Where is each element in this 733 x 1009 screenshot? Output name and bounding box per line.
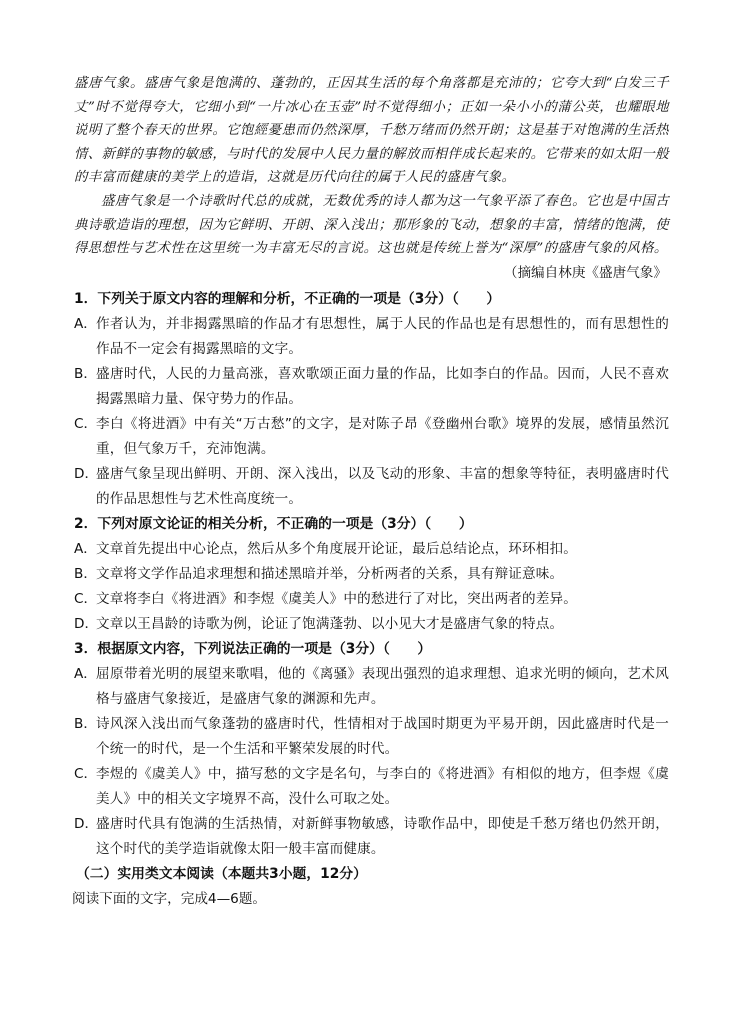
- option-d: [74, 462, 669, 512]
- option-text: 诗风深入浅出而气象蓬勃的盛唐时代，性情相对于战国时期更为平易开朗，因此盛唐时代是一个统一的时代，是一个生活和平繁荣发展的时代。: [96, 715, 669, 757]
- question-title: 3．根据原文内容，下列说法正确的一项是（3分）（ ）: [74, 640, 432, 657]
- option-text: 文章将文学作品追求理想和描述黑暗并举，分析两者的关系，具有辩证意味。: [96, 565, 564, 582]
- option-text: 文章首先提出中心论点，然后从多个角度展开论证，最后总结论点，环环相扣。: [96, 540, 578, 557]
- option-label: A．: [74, 540, 97, 557]
- option-d: [74, 612, 669, 637]
- option-text: 李白《将进酒》中有关“万古愁”的文字，是对陈子昂《登幽州台歌》境界的发展，感情虽然沉重，但气象万千，充沛饱满。: [96, 415, 669, 457]
- option-label: C．: [74, 765, 98, 782]
- option-label: A．: [74, 315, 97, 332]
- reading-passage: [74, 72, 669, 261]
- option-text: 作者认为，并非揭露黑暗的作品才有思想性，属于人民的作品也是有思想性的，而有思想性的作品不一定会有揭露黑暗的文字。: [96, 315, 669, 357]
- question-1: [74, 287, 669, 512]
- option-label: A．: [74, 665, 97, 682]
- question-2: [74, 512, 669, 637]
- passage-source: （摘编自林庚《盛唐气象》: [503, 264, 667, 281]
- passage-paragraph-2: 盛唐气象是一个诗歌时代总的成就，无数优秀的诗人都为这一气象平添了春色。它也是中国古典诗歌造诣的理想，因为它鲜明、开朗、深入浅出；那形象的飞动，想象的丰富，情绪的饱满，使得思想性与艺术性在这里统一为丰富无尽的言说。这也就是传统上誉为“深厚”的盛唐气象的风格。: [74, 193, 669, 257]
- option-label: D．: [74, 465, 99, 482]
- question-title: 1．下列关于原文内容的理解和分析，不正确的一项是（3分）（ ）: [74, 290, 501, 307]
- question-title: 2．下列对原文论证的相关分析，不正确的一项是（3分）（ ）: [74, 515, 473, 532]
- option-label: D．: [74, 815, 99, 832]
- option-a: [74, 662, 669, 712]
- option-text: 盛唐时代具有饱满的生活热情，对新鲜事物敏感，诗歌作品中，即使是千愁万绪也仍然开朗，这个时代的美学造诣就像太阳一般丰富而健康。: [96, 815, 669, 857]
- option-label: B．: [74, 565, 97, 582]
- passage-paragraph-1: 盛唐气象。盛唐气象是饱满的、蓬勃的，正因其生活的每个角落都是充沛的；它夸大到“白发三千丈”时不觉得夸大，它细小到“一片冰心在玉壶”时不觉得细小；正如一朵小小的蒲公英，也耀眼地说明了整个春天的世界。它饱經憂患而仍然深厚，千愁万绪而仍然开朗；这是基于对饱满的生活热情、新鲜的事物的敏感，与时代的发展中人民力量的解放而相伴成长起来的。它带来的如太阳一般的丰富而健康的美学上的造诣，这就是历代向往的属于人民的盛唐气象。: [74, 76, 669, 186]
- option-text: 屈原带着光明的展望来歌唱，他的《离骚》表现出强烈的追求理想、追求光明的倾向，艺术风格与盛唐气象接近，是盛唐气象的渊源和先声。: [96, 665, 669, 707]
- option-b: [74, 562, 669, 587]
- section-instruction: 阅读下面的文字，完成4—6题。: [72, 890, 267, 907]
- section-title: （二）实用类文本阅读（本题共3小题，12分）: [76, 865, 367, 882]
- option-text: 盛唐气象呈现出鲜明、开朗、深入浅出，以及飞动的形象、丰富的想象等特征，表明盛唐时代的作品思想性与艺术性高度统一。: [96, 465, 669, 507]
- option-text: 李煜的《虞美人》中，描写愁的文字是名句，与李白的《将进酒》有相似的地方，但李煜《虞美人》中的相关文字境界不高，没什么可取之处。: [96, 765, 669, 807]
- option-a: [74, 312, 669, 362]
- option-c: [74, 587, 669, 612]
- option-c: [74, 762, 669, 812]
- option-label: B．: [74, 715, 97, 732]
- option-a: [74, 537, 669, 562]
- option-text: 文章以王昌龄的诗歌为例，论证了饱满蓬勃、以小见大才是盛唐气象的特点。: [96, 615, 564, 632]
- option-label: C．: [74, 590, 98, 607]
- question-3: [74, 637, 669, 862]
- option-b: [74, 362, 669, 412]
- option-text: 文章将李白《将进酒》和李煜《虞美人》中的愁进行了对比，突出两者的差异。: [96, 590, 578, 607]
- option-c: [74, 412, 669, 462]
- option-label: B．: [74, 365, 97, 382]
- option-d: [74, 812, 669, 862]
- option-label: C．: [74, 415, 98, 432]
- option-b: [74, 712, 669, 762]
- option-label: D．: [74, 615, 99, 632]
- option-text: 盛唐时代，人民的力量高涨，喜欢歌颂正面力量的作品，比如李白的作品。因而，人民不喜欢揭露黑暗力量、保守势力的作品。: [96, 365, 669, 407]
